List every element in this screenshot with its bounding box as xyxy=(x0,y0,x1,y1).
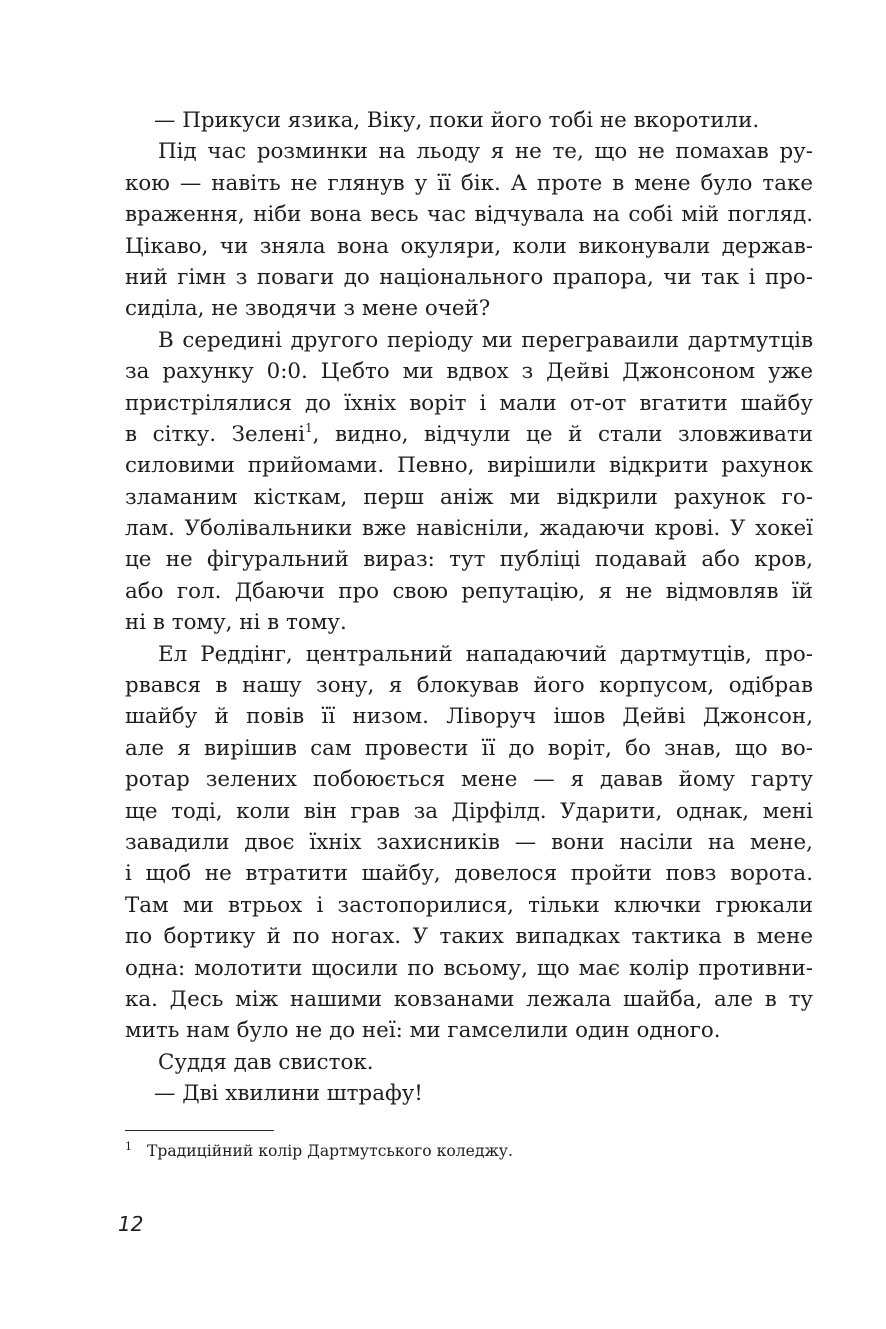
text-line: ні в тому, ні в тому. xyxy=(125,610,347,636)
text-line: Суддя дав свисток. xyxy=(158,1049,374,1075)
text-line: пристрілялися до їхніх воріт і мали от-от вгатити шайбу xyxy=(125,390,813,416)
text-line: по бортику й по ногах. У таких випадках тактика в мене xyxy=(125,924,813,950)
text-line: силовими прийомами. Певно, вирішили відкрити рахунок xyxy=(125,453,813,479)
footnote-text: Традиційний колір Дартмутського коледжу. xyxy=(147,1142,513,1160)
text-line: ка. Десь між нашими ковзанами лежала шайба, але в ту xyxy=(125,986,813,1012)
text-line: В середині другого періоду ми переграваили дартмутців xyxy=(158,327,813,353)
text-line: ще тоді, коли він грав за Дірфілд. Ударити, однак, мені xyxy=(125,798,813,824)
text-line: Ел Реддінг, центральний нападаючий дартмутців, про- xyxy=(158,641,813,667)
text-fragment: , видно, відчули це й стали зловживати xyxy=(312,421,813,447)
text-line: сиділа, не зводячи з мене очей? xyxy=(125,296,491,322)
text-line: Там ми втрьох і застопорилися, тільки ключки грюкали xyxy=(125,892,813,918)
footnote-divider xyxy=(125,1130,274,1131)
page-number: 12 xyxy=(118,1212,144,1236)
footnote-marker: 1 xyxy=(125,1140,132,1153)
text-line: зламаним кісткам, перш аніж ми відкрили рахунок го- xyxy=(125,484,813,510)
text-line: за рахунку 0:0. Цебто ми вдвох з Дейві Джонсоном уже xyxy=(125,359,813,385)
text-line-with-footnote xyxy=(125,419,813,450)
text-line: ротар зелених побоюється мене — я давав йому гарту xyxy=(125,767,813,793)
text-line: одна: молотити щосили по всьому, що має колір противни- xyxy=(125,955,813,981)
text-line: кою — навіть не глянув у її бік. А проте в мене було таке xyxy=(125,170,813,196)
text-line: Під час розминки на льоду я не те, що не помахав ру- xyxy=(158,139,813,165)
text-line: це не фігуральний вираз: тут публіці подавай або кров, xyxy=(125,547,813,573)
text-line: але я вирішив сам провести її до воріт, бо знав, що во- xyxy=(125,735,813,761)
text-line: — Прикуси язика, Віку, поки його тобі не вкоротили. xyxy=(154,108,760,133)
footnote xyxy=(125,1141,513,1163)
text-line: лам. Уболівальники вже навісніли, жадаючи крові. У хокеї xyxy=(125,516,813,542)
text-line: і щоб не втратити шайбу, довелося пройти повз ворота. xyxy=(125,861,813,887)
text-line: мить нам було не до неї: ми гамселили один одного. xyxy=(125,1018,721,1044)
text-line: враження, ніби вона весь час відчувала на собі мій погляд. xyxy=(125,202,813,228)
text-line: або гол. Дбаючи про свою репутацію, я не відмовляв їй xyxy=(125,578,813,604)
text-line: рвався в нашу зону, я блокував його корпусом, одібрав xyxy=(125,673,813,699)
page-body xyxy=(125,105,813,1110)
text-line: ний гімн з поваги до національного прапора, чи так і про- xyxy=(125,264,813,290)
text-line: Цікаво, чи зняла вона окуляри, коли виконували держав- xyxy=(125,233,813,259)
text-fragment: в сітку. Зелені xyxy=(125,421,305,447)
text-line: — Дві хвилини штрафу! xyxy=(154,1081,423,1107)
text-line: завадили двоє їхніх захисників — вони насіли на мене, xyxy=(125,829,813,855)
text-line: шайбу й повів її низом. Ліворуч ішов Дейві Джонсон, xyxy=(125,704,813,730)
footnote-reference: 1 xyxy=(304,420,313,435)
